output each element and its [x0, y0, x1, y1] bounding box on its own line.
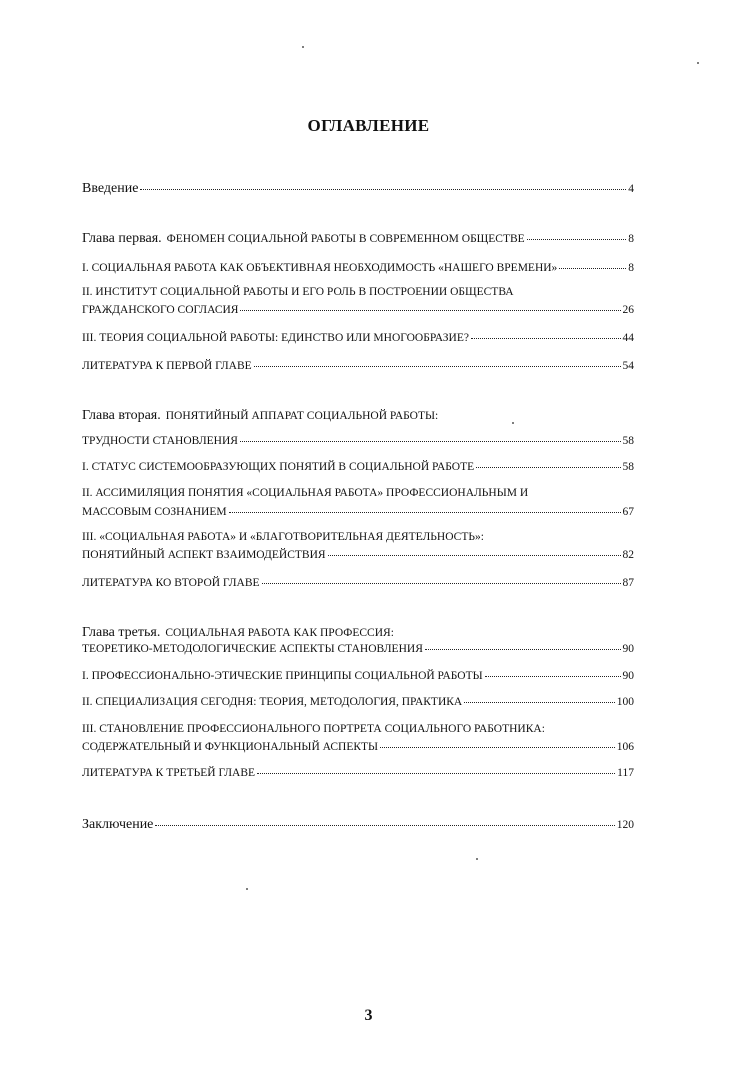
- toc-page-number: 58: [622, 461, 634, 473]
- toc-page-number: 8: [628, 262, 634, 274]
- dot-leader: [485, 676, 621, 677]
- chapter-title: ТЕОРЕТИКО-МЕТОДОЛОГИЧЕСКИЕ АСПЕКТЫ СТАНОВЛЕНИЯ: [82, 643, 423, 655]
- toc-page-number: 4: [628, 183, 634, 195]
- toc-literature-2[interactable]: [82, 578, 634, 590]
- toc-chapter-2-line1[interactable]: [82, 409, 634, 423]
- chapter-title: ПОНЯТИЙНЫЙ АППАРАТ СОЦИАЛЬНОЙ РАБОТЫ:: [165, 410, 439, 422]
- dot-leader: [464, 702, 615, 703]
- dot-leader: [380, 747, 615, 748]
- toc-entry-label: Введение: [82, 181, 139, 196]
- section-title: II. СПЕЦИАЛИЗАЦИЯ СЕГОДНЯ: ТЕОРИЯ, МЕТОДОЛОГИЯ, ПРАКТИКА: [82, 696, 463, 708]
- section-title: I. СТАТУС СИСТЕМООБРАЗУЮЩИХ ПОНЯТИЙ В СОЦИАЛЬНОЙ РАБОТЕ: [82, 461, 475, 473]
- dot-leader: [229, 512, 621, 513]
- toc-chapter-3-line1[interactable]: [82, 626, 634, 640]
- toc-page-number: 82: [622, 549, 634, 561]
- page-title: ОГЛАВЛЕНИЕ: [307, 116, 430, 135]
- chapter-title: СОЦИАЛЬНАЯ РАБОТА КАК ПРОФЕССИЯ:: [165, 627, 394, 639]
- dot-leader: [328, 555, 621, 556]
- toc-page-number: 26: [622, 304, 634, 316]
- section-title: I. ПРОФЕССИОНАЛЬНО-ЭТИЧЕСКИЕ ПРИНЦИПЫ СОЦИАЛЬНОЙ РАБОТЫ: [82, 670, 483, 682]
- toc-page-number: 58: [622, 435, 634, 447]
- section-title: ПОНЯТИЙНЫЙ АСПЕКТ ВЗАИМОДЕЙСТВИЯ: [82, 549, 326, 561]
- dot-leader: [254, 366, 621, 367]
- toc-section-1-2-line1[interactable]: II. ИНСТИТУТ СОЦИАЛЬНОЙ РАБОТЫ И ЕГО РОЛЬ В ПОСТРОЕНИИ ОБЩЕСТВА: [82, 286, 514, 298]
- toc-page-number: 8: [628, 233, 634, 245]
- toc-page-number: 87: [622, 577, 634, 589]
- section-title: СОДЕРЖАТЕЛЬНЫЙ И ФУНКЦИОНАЛЬНЫЙ АСПЕКТЫ: [82, 741, 379, 753]
- dot-leader: [240, 310, 620, 311]
- toc-section-3-3[interactable]: [82, 742, 634, 754]
- section-title: III. ТЕОРИЯ СОЦИАЛЬНОЙ РАБОТЫ: ЕДИНСТВО ИЛИ МНОГООБРАЗИЕ?: [82, 332, 469, 344]
- chapter-lead: Глава третья.: [82, 625, 161, 640]
- scan-speck: [512, 422, 514, 424]
- toc-section-1-3[interactable]: [82, 333, 634, 345]
- toc-chapter-1[interactable]: [82, 232, 634, 246]
- section-title: ЛИТЕРАТУРА К ПЕРВОЙ ГЛАВЕ: [82, 360, 252, 372]
- dot-leader: [471, 338, 621, 339]
- dot-leader: [559, 268, 626, 269]
- dot-leader: [425, 649, 621, 650]
- toc-chapter-2[interactable]: [82, 436, 634, 448]
- toc-section-1-2[interactable]: [82, 305, 634, 317]
- section-title: ГРАЖДАНСКОГО СОГЛАСИЯ: [82, 304, 239, 316]
- scan-speck: [697, 62, 699, 64]
- toc-section-2-3-line1[interactable]: III. «СОЦИАЛЬНАЯ РАБОТА» И «БЛАГОТВОРИТЕЛЬНАЯ ДЕЯТЕЛЬНОСТЬ»:: [82, 531, 484, 543]
- toc-literature-1[interactable]: [82, 361, 634, 373]
- toc-entry-intro[interactable]: [82, 182, 634, 196]
- chapter-lead: Глава вторая.: [82, 408, 161, 423]
- toc-literature-3[interactable]: [82, 768, 634, 780]
- toc-section-3-1[interactable]: [82, 671, 634, 683]
- toc-chapter-3[interactable]: [82, 644, 634, 656]
- dot-leader: [240, 441, 621, 442]
- chapter-lead: Глава первая.: [82, 231, 162, 246]
- chapter-title: ТРУДНОСТИ СТАНОВЛЕНИЯ: [82, 435, 238, 447]
- toc-section-1-1[interactable]: [82, 263, 634, 275]
- toc-entry-conclusion[interactable]: [82, 818, 634, 832]
- scan-speck: [246, 888, 248, 890]
- page-number: 3: [364, 1007, 373, 1024]
- dot-leader: [257, 773, 615, 774]
- section-title: I. СОЦИАЛЬНАЯ РАБОТА КАК ОБЪЕКТИВНАЯ НЕОБХОДИМОСТЬ «НАШЕГО ВРЕМЕНИ»: [82, 262, 558, 274]
- toc-page-number: 90: [622, 643, 634, 655]
- section-title: ЛИТЕРАТУРА К ТРЕТЬЕЙ ГЛАВЕ: [82, 767, 256, 779]
- toc-section-2-2[interactable]: [82, 507, 634, 519]
- toc-section-2-2-line1[interactable]: II. АССИМИЛЯЦИЯ ПОНЯТИЯ «СОЦИАЛЬНАЯ РАБОТА» ПРОФЕССИОНАЛЬНЫМ И: [82, 487, 529, 499]
- toc-page-number: 120: [616, 819, 634, 831]
- scan-speck: [302, 46, 304, 48]
- dot-leader: [527, 239, 627, 240]
- dot-leader: [140, 189, 626, 190]
- toc-page-number: 54: [622, 360, 634, 372]
- toc-section-3-2[interactable]: [82, 697, 634, 709]
- section-title: МАССОВЫМ СОЗНАНИЕМ: [82, 506, 227, 518]
- toc-entry-label: Заключение: [82, 817, 154, 832]
- toc-page-number: 100: [616, 696, 634, 708]
- toc-section-3-3-line1[interactable]: III. СТАНОВЛЕНИЕ ПРОФЕССИОНАЛЬНОГО ПОРТРЕТА СОЦИАЛЬНОГО РАБОТНИКА:: [82, 723, 545, 735]
- toc-section-2-1[interactable]: [82, 462, 634, 474]
- toc-page-number: 117: [617, 767, 634, 779]
- dot-leader: [476, 467, 620, 468]
- dot-leader: [262, 583, 621, 584]
- toc-page-number: 106: [616, 741, 634, 753]
- dot-leader: [155, 825, 614, 826]
- chapter-title: ФЕНОМЕН СОЦИАЛЬНОЙ РАБОТЫ В СОВРЕМЕННОМ ОБЩЕСТВЕ: [166, 233, 525, 245]
- toc-page-number: 67: [622, 506, 634, 518]
- toc-page-number: 44: [622, 332, 634, 344]
- section-title: ЛИТЕРАТУРА КО ВТОРОЙ ГЛАВЕ: [82, 577, 260, 589]
- toc-section-2-3[interactable]: [82, 550, 634, 562]
- toc-page-number: 90: [622, 670, 634, 682]
- scan-speck: [476, 858, 478, 860]
